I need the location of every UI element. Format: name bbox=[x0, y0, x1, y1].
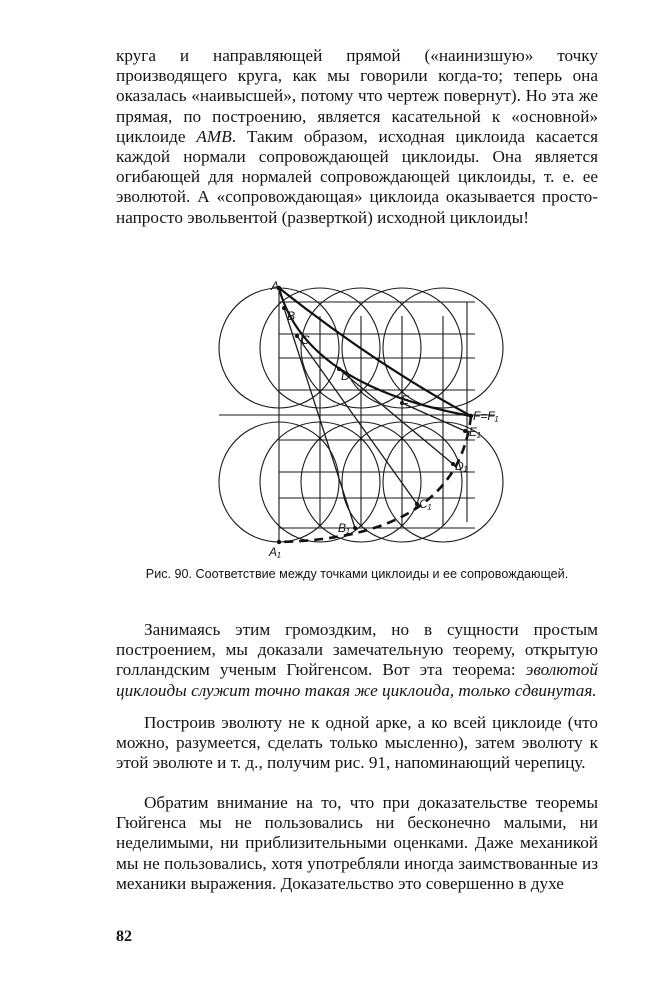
point-a1 bbox=[277, 540, 281, 544]
label-f: F=F₁ bbox=[473, 409, 499, 423]
figure-caption: Рис. 90. Соответствие между точками циклоиды и ее сопровождающей. bbox=[145, 567, 569, 581]
point-b1 bbox=[353, 526, 357, 530]
paragraph-2 bbox=[116, 620, 598, 701]
point-e1 bbox=[463, 429, 467, 433]
construction-grid bbox=[219, 288, 495, 542]
normal-c bbox=[297, 336, 417, 504]
normals bbox=[284, 308, 465, 528]
label-c: C bbox=[301, 333, 310, 347]
point-b bbox=[282, 306, 286, 310]
formula-amb: AMB bbox=[196, 126, 232, 146]
cycloid-diagram bbox=[205, 276, 499, 566]
paragraph-1 bbox=[116, 46, 598, 228]
paragraph-1-text-a: круга и направляющей прямой («наинизшую» точку производящего круга, как мы говорили когда-то; теперь она оказалась «наивысшей», потому что чертеж повернут). Но эта же прямая, по построению, является касательной к «основной» циклоиде bbox=[116, 46, 598, 146]
label-b: B bbox=[287, 309, 296, 323]
accompanying-cycloid bbox=[279, 416, 471, 542]
label-d: D bbox=[341, 369, 350, 383]
cycloid-figure bbox=[205, 276, 499, 566]
page-number: 82 bbox=[116, 928, 132, 945]
normal-d bbox=[339, 369, 453, 464]
paragraph-2-text: Занимаясь этим громоздким, но в сущности простым построением, мы доказали замечательную теорему, открытую голландским ученым Гюйгенсом. Вот эта теорема: bbox=[116, 620, 598, 680]
label-e1: E₁ bbox=[469, 425, 481, 439]
label-e: E bbox=[401, 393, 410, 407]
paragraph-3: Построив эволюту не к одной арке, а ко всей циклоиде (что можно, разумеется, сделать только мысленно), затем эволюту к этой эволюте и т. д., получим рис. 91, напоминающий черепицу. bbox=[116, 713, 598, 773]
theorem-statement: эволютой циклоиды служит точно такая же циклоида, только сдвинутая. bbox=[116, 660, 598, 700]
paragraph-1-text-b: . Таким образом, исходная циклоида касается каждой нормали сопровождающей циклоиды. Она является огибающей для нормалей сопровождающей циклоиды, т. е. ее эволютой. А «сопровождающая» циклоида оказывается просто-напросто эвольвентой (разверткой) исходной циклоиды! bbox=[116, 126, 598, 227]
point-c bbox=[295, 334, 299, 338]
label-c1: C₁ bbox=[419, 497, 432, 511]
paragraph-4: Обратим внимание на то, что при доказательстве теоремы Гюйгенса мы не пользовались ни бесконечно малыми, ни неделимыми, ни приблизительными оценками. Даже механикой мы не пользовались, хотя употребляли иногда заимствованные из механики выражения. Доказательство это совершенно в духе bbox=[116, 793, 598, 893]
label-b1: B₁ bbox=[338, 521, 350, 535]
label-a: A bbox=[271, 279, 280, 293]
label-a1: A₁ bbox=[269, 545, 281, 559]
label-d1: D₁ bbox=[455, 459, 468, 473]
